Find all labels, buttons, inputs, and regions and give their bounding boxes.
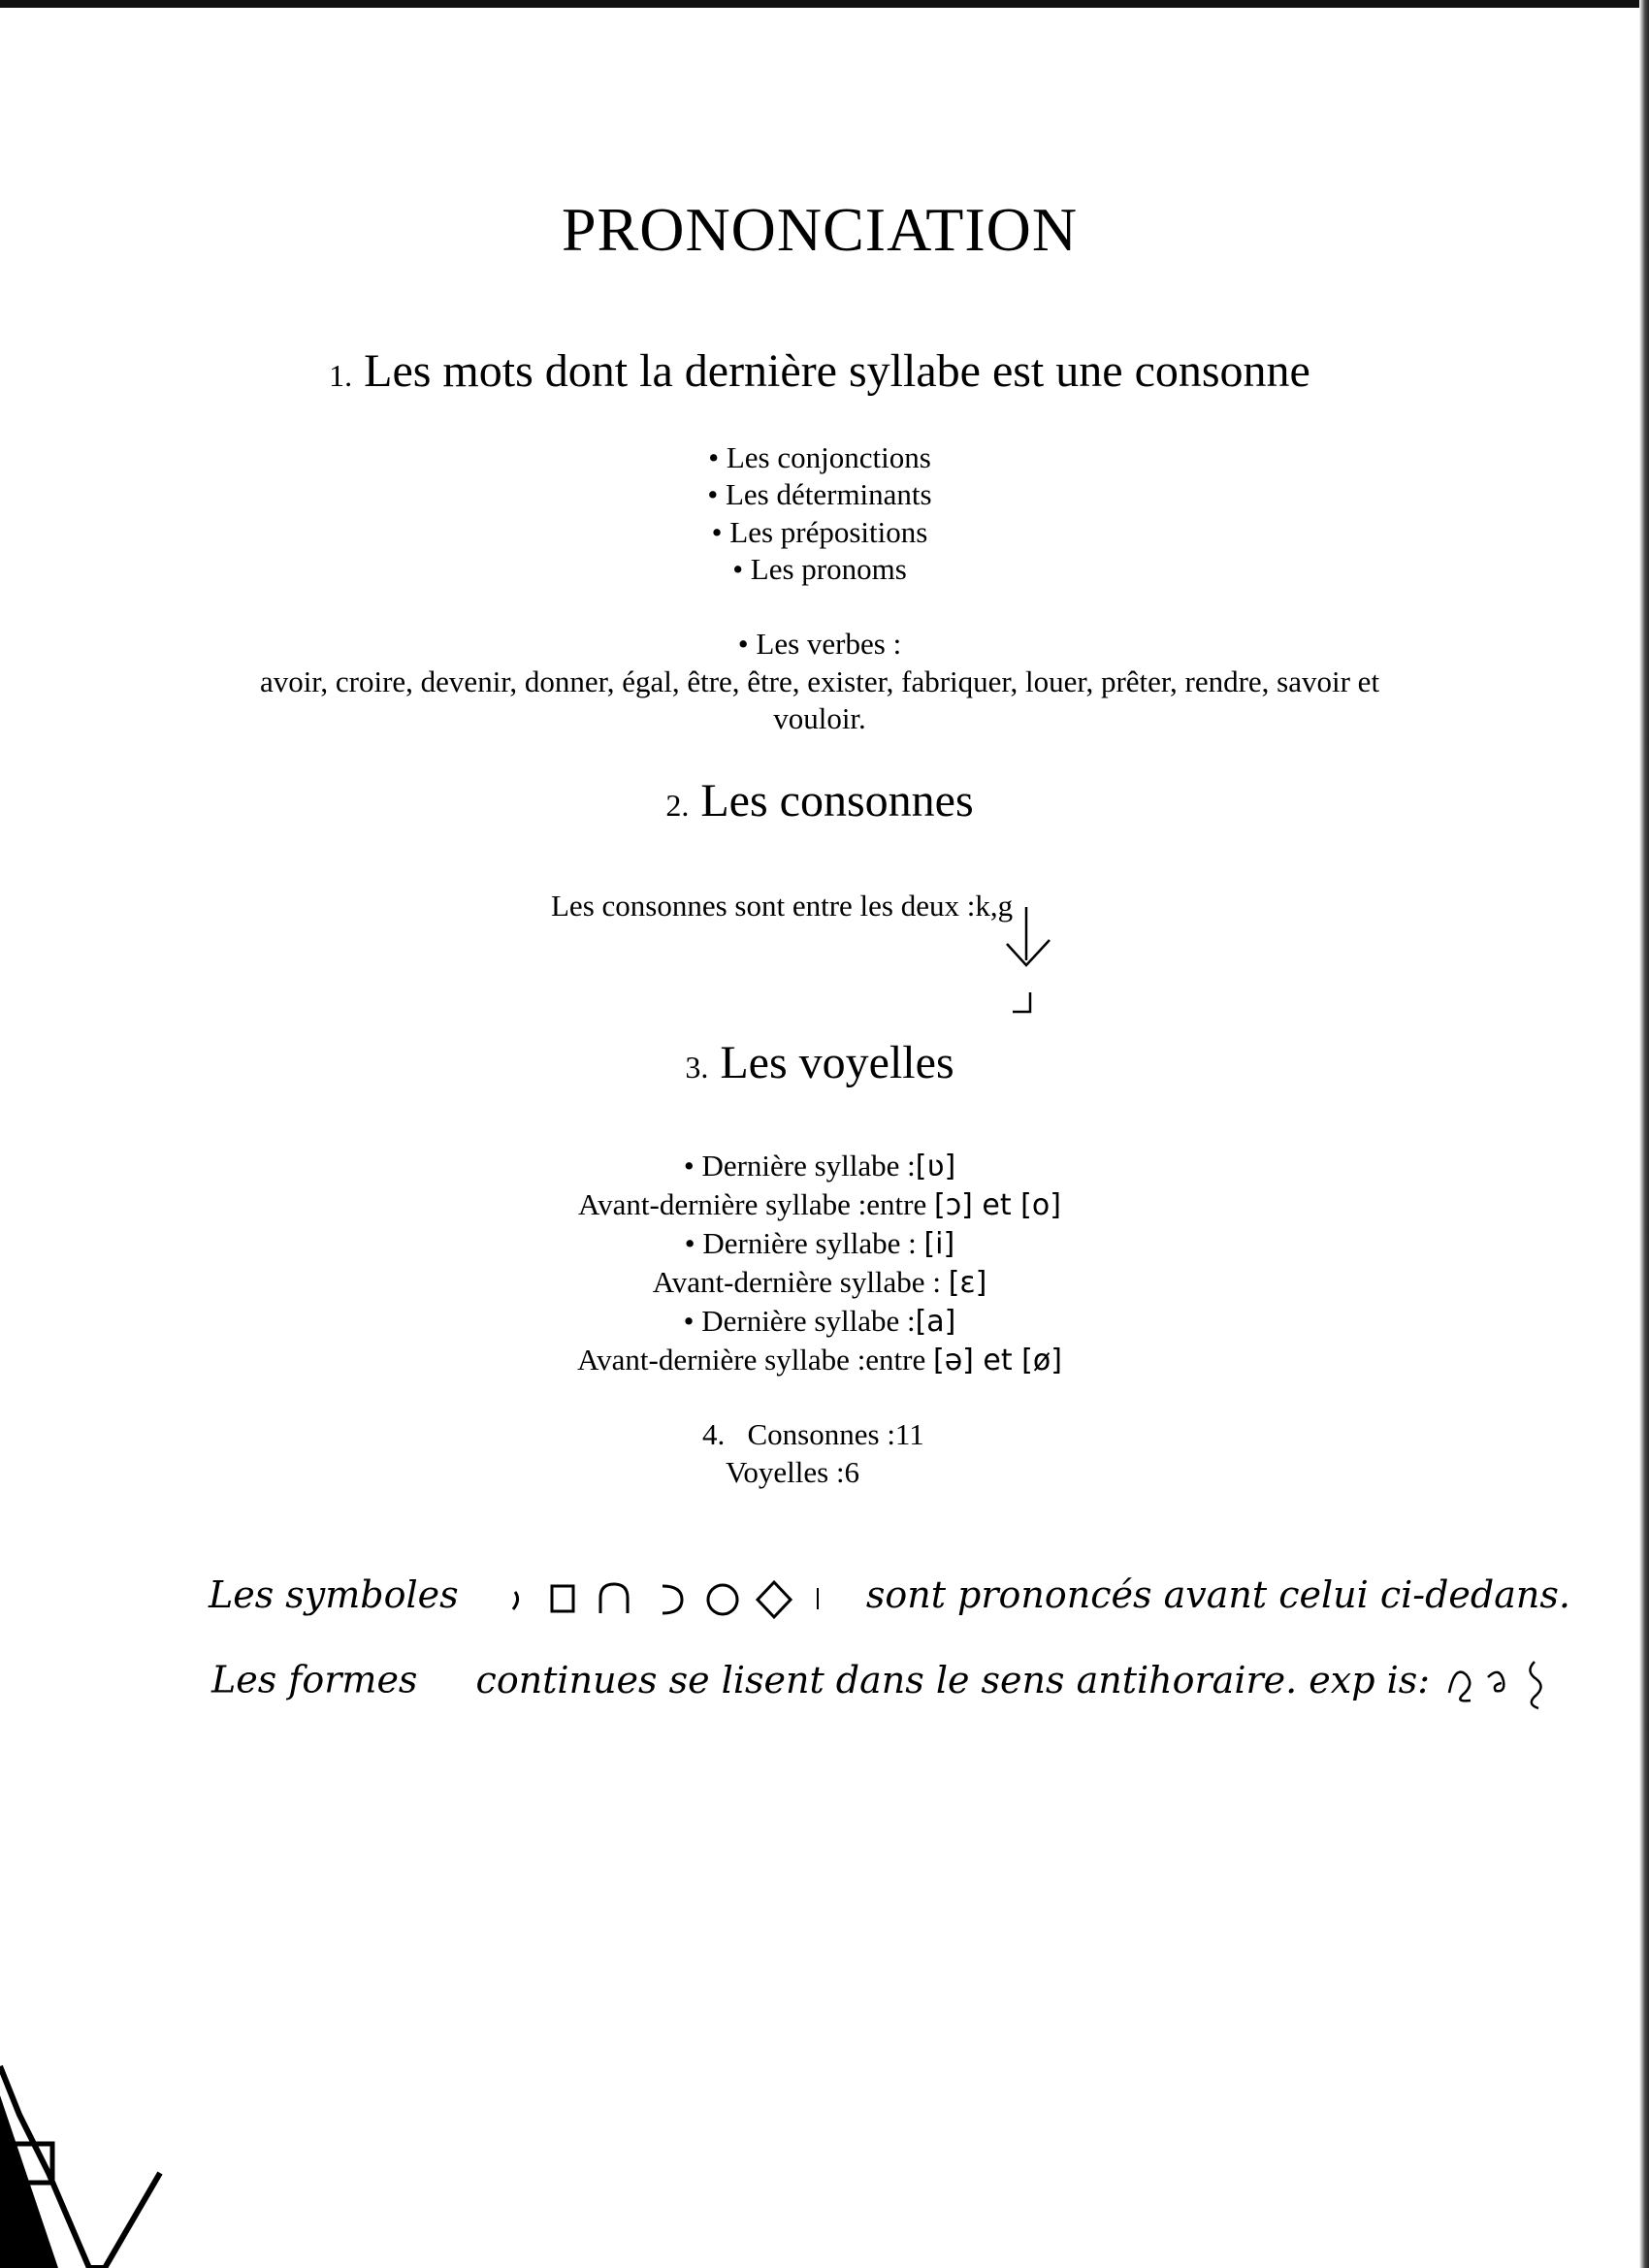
scan-top-edge <box>0 0 1649 8</box>
corner-check-mark-icon <box>0 2057 175 2268</box>
voyelle-label-3: • Dernière syllabe : <box>684 1226 917 1260</box>
voyelle-line-6 <box>0 1342 1639 1379</box>
handwritten-line-2-end: continues se lisent dans le sens antihoraire. exp is: <box>475 1658 1431 1701</box>
symbol-shapes-icon <box>498 1574 827 1623</box>
handwritten-line-2-start: Les formes <box>211 1658 418 1701</box>
bullet-pronoms: • Les pronoms <box>732 552 907 586</box>
section-1-number: 1. <box>329 358 353 393</box>
handwritten-line-1 <box>209 1573 1570 1623</box>
voyelle-ipa-2: [ɔ] et [o] <box>934 1188 1061 1222</box>
voyelle-ipa-5: [a] <box>915 1305 956 1339</box>
handwritten-line-1-end: sont prononcés avant celui ci-dedans. <box>865 1573 1570 1616</box>
bullet-verbes: • Les verbes : <box>737 627 902 661</box>
voyelle-ipa-4: [ɛ] <box>948 1266 987 1300</box>
section-1-heading <box>0 344 1639 398</box>
verbs-list-line-2: vouloir. <box>773 701 866 735</box>
page-title: PRONONCIATION <box>561 195 1079 264</box>
section-1-title: Les mots dont la dernière syllabe est une consonne <box>364 345 1310 397</box>
voyelles-count: Voyelles :6 <box>726 1455 860 1489</box>
voyelle-label-1: • Dernière syllabe : <box>683 1149 916 1183</box>
consonnes-count: Consonnes :11 <box>747 1417 924 1451</box>
voyelle-line-2 <box>0 1186 1639 1224</box>
bullet-conjonctions: • Les conjonctions <box>708 440 931 474</box>
voyelle-line-3 <box>0 1225 1639 1263</box>
section-2-title: Les consonnes <box>700 775 974 826</box>
section-2-number: 2. <box>665 788 690 823</box>
voyelle-ipa-3: [i] <box>923 1227 955 1261</box>
voyelle-label-2: Avant-dernière syllabe :entre <box>578 1187 927 1221</box>
bullet-prepositions: • Les prépositions <box>711 515 928 549</box>
voyelle-line-5 <box>0 1303 1639 1341</box>
section-4-consonnes <box>702 1416 924 1453</box>
section-3-number: 3. <box>685 1050 709 1085</box>
section-4-number: 4. <box>702 1417 726 1451</box>
voyelle-line-1 <box>0 1148 1639 1185</box>
loop-shapes-icon <box>1441 1654 1558 1712</box>
section-3-title: Les voyelles <box>720 1037 954 1088</box>
voyelle-label-5: • Dernière syllabe : <box>683 1304 916 1338</box>
handwritten-line-1-start: Les symboles <box>209 1573 459 1616</box>
down-arrow-icon <box>999 907 1057 1019</box>
section-3-heading <box>0 1036 1639 1089</box>
consonnes-text: Les consonnes sont entre les deux :k,g <box>551 889 1014 923</box>
section-2-heading <box>0 774 1639 827</box>
scan-right-edge <box>1639 0 1649 2268</box>
voyelle-label-4: Avant-dernière syllabe : <box>652 1265 941 1299</box>
voyelle-ipa-6: [ə] et [ø] <box>933 1344 1062 1377</box>
voyelle-line-4 <box>0 1264 1639 1302</box>
voyelle-label-6: Avant-dernière syllabe :entre <box>577 1343 926 1377</box>
verbs-list-line-1: avoir, croire, devenir, donner, égal, être, être, exister, fabriquer, louer, prêter, rendre, savoir et <box>259 664 1380 698</box>
handwritten-line-2 <box>211 1654 1558 1712</box>
bullet-determinants: • Les déterminants <box>707 477 932 511</box>
voyelle-ipa-1: [ʋ] <box>915 1150 956 1183</box>
